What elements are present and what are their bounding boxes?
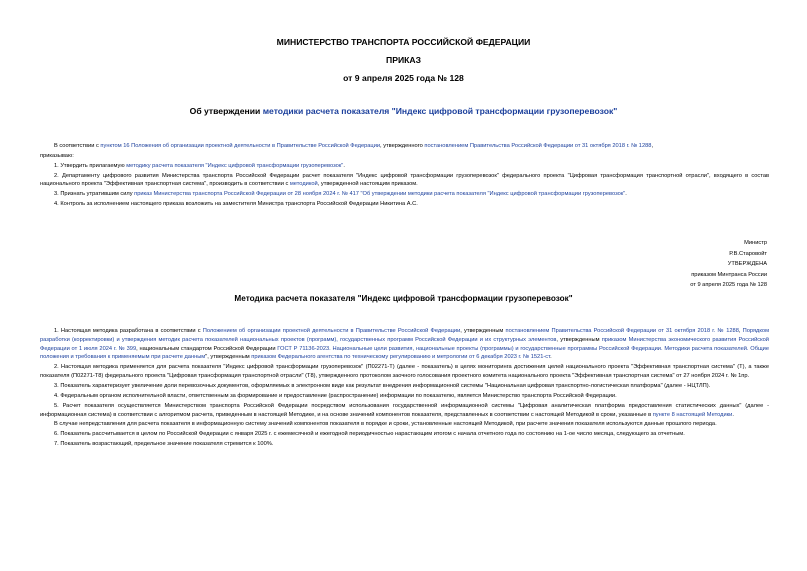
order-item-3: [40, 190, 769, 199]
item-3-link[interactable]: приказ Министерства транспорта Российской Федерации от 28 ноября 2024 г. № 417 "Об утверждении методики расчета показателя "Индекс цифровой трансформации грузоперевозок": [134, 191, 626, 198]
text-fragment: , утвержденной настоящим приказом.: [317, 181, 418, 188]
method-link-6[interactable]: приказом Федерального агентства по техническому регулированию и метрологии от 6 декабря 2023 г. № 1521-ст: [251, 354, 551, 361]
date-number-heading: от 9 апреля 2025 года № 128: [343, 73, 464, 83]
signer-name: Р.В.Старовойт: [729, 250, 767, 257]
order-command: приказываю:: [40, 152, 74, 159]
signer-role: Министр: [744, 240, 767, 246]
method-item-1: [40, 327, 769, 362]
method-link-4[interactable]: приказом Министерства экономического развития Российской Федерации от 1 июля 2024 г. № 399: [40, 336, 769, 352]
methodology-title: Методика расчета показателя "Индекс цифровой трансформации грузоперевозок": [234, 294, 573, 303]
text-fragment: .: [343, 162, 345, 169]
method-item-5: [40, 402, 769, 420]
text-fragment: 1. Утвердить прилагаемую: [54, 162, 127, 169]
text-fragment: , национальным стандартом Российской Федерации: [136, 345, 278, 352]
text-fragment: 2. Департаменту цифрового развития Министерства транспорта Российской Федерации расчет показателя "Индекс цифровой трансформации грузоперевозок" федерального проекта "Цифровая трансформация транспортной отрасли", входящего в состав национального проекта "Эффективная транспортная система", производить в соответствии с: [40, 172, 769, 188]
text-fragment: .: [550, 354, 552, 361]
order-title-link[interactable]: методики расчета показателя "Индекс цифровой трансформации грузоперевозок": [262, 106, 618, 116]
order-item-1: [40, 162, 769, 171]
method-item-5-note: В случае непредставления для расчета показателя в информационную систему значений компонентов показателя в порядке и сроки, установленные настоящей Методикой, при расчете значения показателя используются данные прошлого периода.: [54, 421, 717, 428]
approved-date: от 9 апреля 2025 года № 128: [690, 282, 767, 289]
text-fragment: В соответствии с: [54, 143, 101, 149]
text-fragment: .: [732, 411, 734, 418]
preamble-link-2[interactable]: постановлением Правительства Российской Федерации от 31 октября 2018 г. № 1288: [424, 143, 652, 149]
methodology-body: [40, 327, 769, 450]
text-fragment: 5. Расчет показателя осуществляется Министерством транспорта Российской Федерации посредством использования государственной информационной системы "Цифровая аналитическая платформа предоставления статистических данных" (далее - информационная система) в соответствии с алгоритмом расчета, приведенным в настоящей Методике, и на основе значений компонентов показателя, представленных в соответствии с настоящей Методикой в сроки, указанные в: [40, 402, 769, 418]
method-item-6: 6. Показатель рассчитывается в целом по Российской Федерации с января 2025 г. с ежемесячной и ежегодной периодичностью нарастающим итогом с начала отчетного года по состоянию на 1-ое число месяца, следующего за отчетным.: [54, 431, 685, 438]
signature-block: [690, 238, 767, 291]
order-body: [40, 142, 769, 210]
text-fragment: ,: [738, 328, 743, 334]
item-2-link[interactable]: методикой: [289, 181, 318, 188]
method-item-2: 2. Настоящая методика применяется для расчета показателя "Индекс цифровой трансформации грузоперевозок" (П02271-Т) (далее - показатель) в целях мониторинга достижения целей национального проекта "Эффективная транспортная система" (Т), а также показателя (П02271-Т8) федерального проекта "Цифровая трансформация транспортной отрасли" (Т8), утвержденного протоколом заочного голосования проектного комитета национального проекта "Эффективная транспортная система" от 27 ноября 2024 г. № 1пр.: [40, 364, 769, 380]
order-item-2: [40, 172, 769, 190]
order-title: [0, 106, 807, 116]
text-fragment: , утвержденным: [460, 328, 506, 334]
approved-by-order: приказом Минтранса России: [691, 271, 767, 278]
order-item-4: 4. Контроль за исполнением настоящего приказа возложить на заместителя Министра транспорта Российской Федерации Никитина А.С.: [54, 201, 418, 208]
method-item-7: 7. Показатель возрастающий, предельное значение показателя стремится к 100%.: [54, 441, 274, 448]
method-item-4: 4. Федеральным органом исполнительной власти, ответственным за формирование и предоставление (распространение) информации по показателю, является Министерство транспорта Российской Федерации.: [54, 392, 617, 399]
order-title-prefix: Об утверждении: [189, 106, 263, 116]
doc-type-heading: ПРИКАЗ: [386, 55, 421, 65]
method-item-3: 3. Показатель характеризует увеличение доли перевозочных документов, оформляемых в электронном виде как результат внедрения информационной системы "Национальная цифровая транспортно-логистическая платформа" (далее - НЦТЛП).: [54, 382, 711, 389]
preamble-link-1[interactable]: пунктом 16 Положения об организации проектной деятельности в Правительстве Российской Федерации: [100, 143, 381, 149]
item-1-link[interactable]: методику расчета показателя "Индекс цифровой трансформации грузоперевозок": [126, 162, 344, 169]
order-preamble: [40, 142, 769, 151]
text-fragment: 3. Признать утратившим силу: [54, 191, 135, 198]
ministry-heading: МИНИСТЕРСТВО ТРАНСПОРТА РОССИЙСКОЙ ФЕДЕРАЦИИ: [276, 37, 531, 47]
approved-label: УТВЕРЖДЕНА: [727, 261, 767, 268]
method-link-2[interactable]: постановлением Правительства Российской Федерации от 31 октября 2018 г. № 1288: [505, 328, 739, 334]
method-link-1[interactable]: Положением об организации проектной деятельности в Правительстве Российской Федерации: [202, 328, 461, 334]
text-fragment: , утвержденного: [380, 143, 425, 149]
method-link-3[interactable]: Порядком разработки (корректировки) и утверждения методик расчета показателей национальных проектов (программ), государственных программ Российской Федерации и их структурных элементов: [40, 328, 769, 343]
text-fragment: , утвержденным: [556, 336, 602, 343]
text-fragment: ", утвержденным: [205, 354, 252, 361]
method-link-5[interactable]: ГОСТ Р 71136-2023. Национальные цели развития, национальные проекты (программы) и государственные программы Российской Федерации. Методики расчета показателей. Общие положения и требования к применяемым при расчете данным: [40, 345, 769, 361]
text-fragment: ,: [651, 143, 654, 149]
method-link-7[interactable]: пункте 8 настоящей Методики: [652, 411, 733, 418]
text-fragment: .: [625, 191, 627, 198]
text-fragment: 1. Настоящая методика разработана в соответствии с: [54, 328, 203, 334]
